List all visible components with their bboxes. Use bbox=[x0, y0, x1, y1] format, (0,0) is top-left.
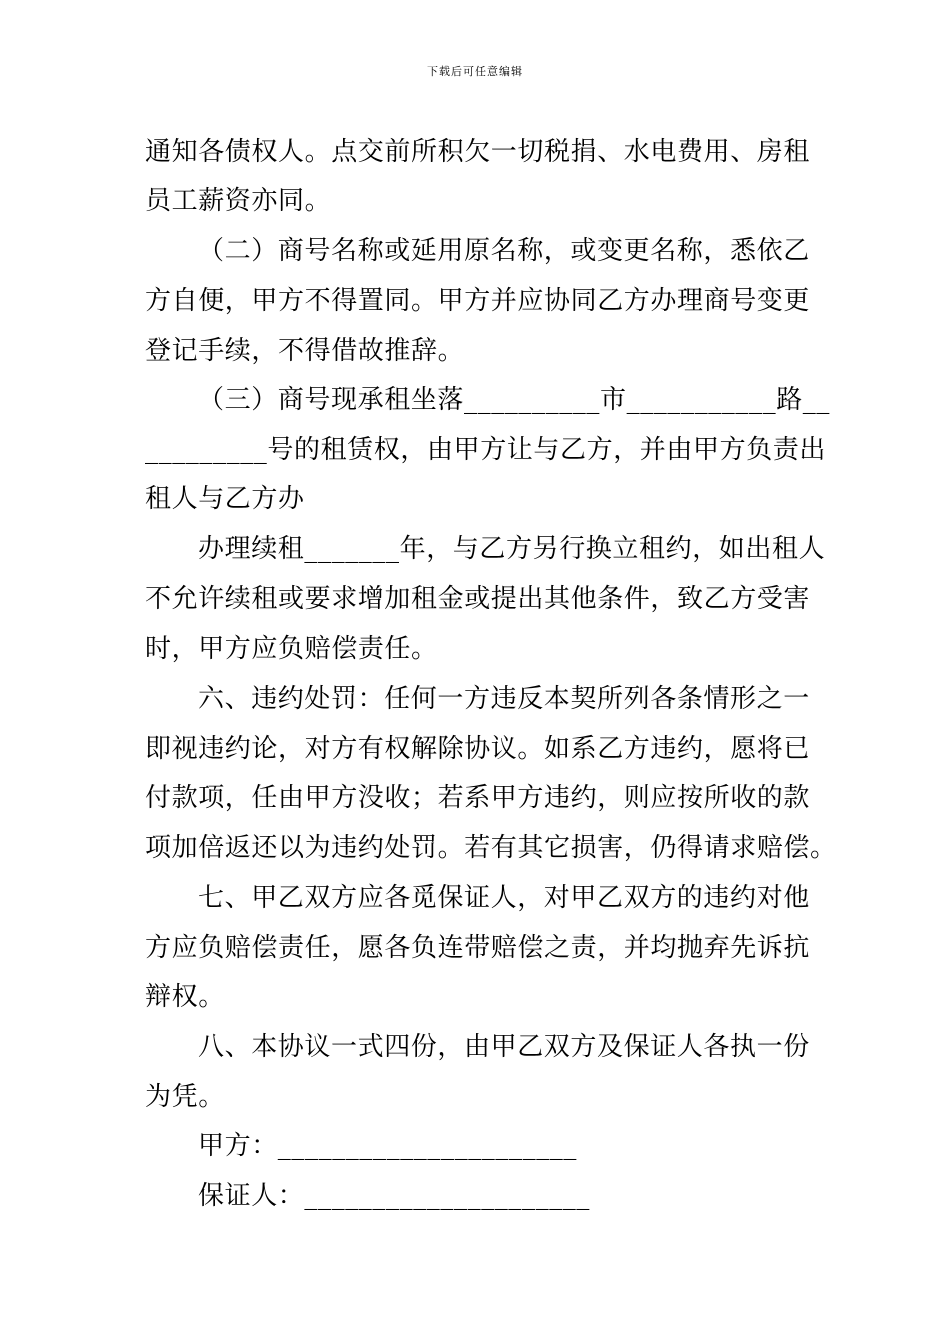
page-header-note: 下载后可任意编辑 bbox=[427, 65, 523, 78]
text-line: 辩权。 bbox=[145, 982, 225, 1012]
paragraph-renewal: 办理续租_______年，与乙方另行换立租约，如出租人 bbox=[198, 534, 826, 564]
clause-8-copies: 八、本协议一式四份，由甲乙双方及保证人各执一份 bbox=[198, 1032, 810, 1062]
text-line: 方自便，甲方不得置同。甲方并应协同乙方办理商号变更 bbox=[145, 286, 811, 316]
paragraph-item-3: （三）商号现承租坐落__________市___________路__ bbox=[198, 385, 831, 415]
signature-party-a: 甲方：______________________ bbox=[198, 1131, 577, 1161]
text-line: 时，甲方应负赔偿责任。 bbox=[145, 634, 438, 664]
text-line: 即视违约论，对方有权解除协议。如系乙方违约，愿将已 bbox=[145, 734, 811, 764]
text-line: 登记手续，不得借故推辞。 bbox=[145, 336, 465, 366]
clause-6-breach-penalty: 六、违约处罚：任何一方违反本契所列各条情形之一 bbox=[198, 684, 810, 714]
text-line: _________号的租赁权，由甲方让与乙方，并由甲方负责出 bbox=[145, 435, 827, 465]
text-line: 不允许续租或要求增加租金或提出其他条件，致乙方受害 bbox=[145, 584, 811, 614]
text-line: 项加倍返还以为违约处罚。若有其它损害，仍得请求赔偿。 bbox=[145, 833, 837, 863]
text-line: 为凭。 bbox=[145, 1082, 225, 1112]
text-line: 员工薪资亦同。 bbox=[145, 186, 332, 216]
paragraph-item-2: （二）商号名称或延用原名称，或变更名称，悉依乙 bbox=[198, 236, 810, 266]
text-line: 租人与乙方办 bbox=[145, 484, 305, 514]
text-line: 付款项，任由甲方没收；若系甲方违约，则应按所收的款 bbox=[145, 783, 811, 813]
text-line: 通知各债权人。点交前所积欠一切税捐、水电费用、房租 bbox=[145, 137, 811, 167]
signature-guarantor: 保证人：_____________________ bbox=[198, 1181, 590, 1211]
text-line: 方应负赔偿责任，愿各负连带赔偿之责，并均抛弃先诉抗 bbox=[145, 933, 811, 963]
clause-7-guarantors: 七、甲乙双方应各觅保证人，对甲乙双方的违约对他 bbox=[198, 883, 810, 913]
